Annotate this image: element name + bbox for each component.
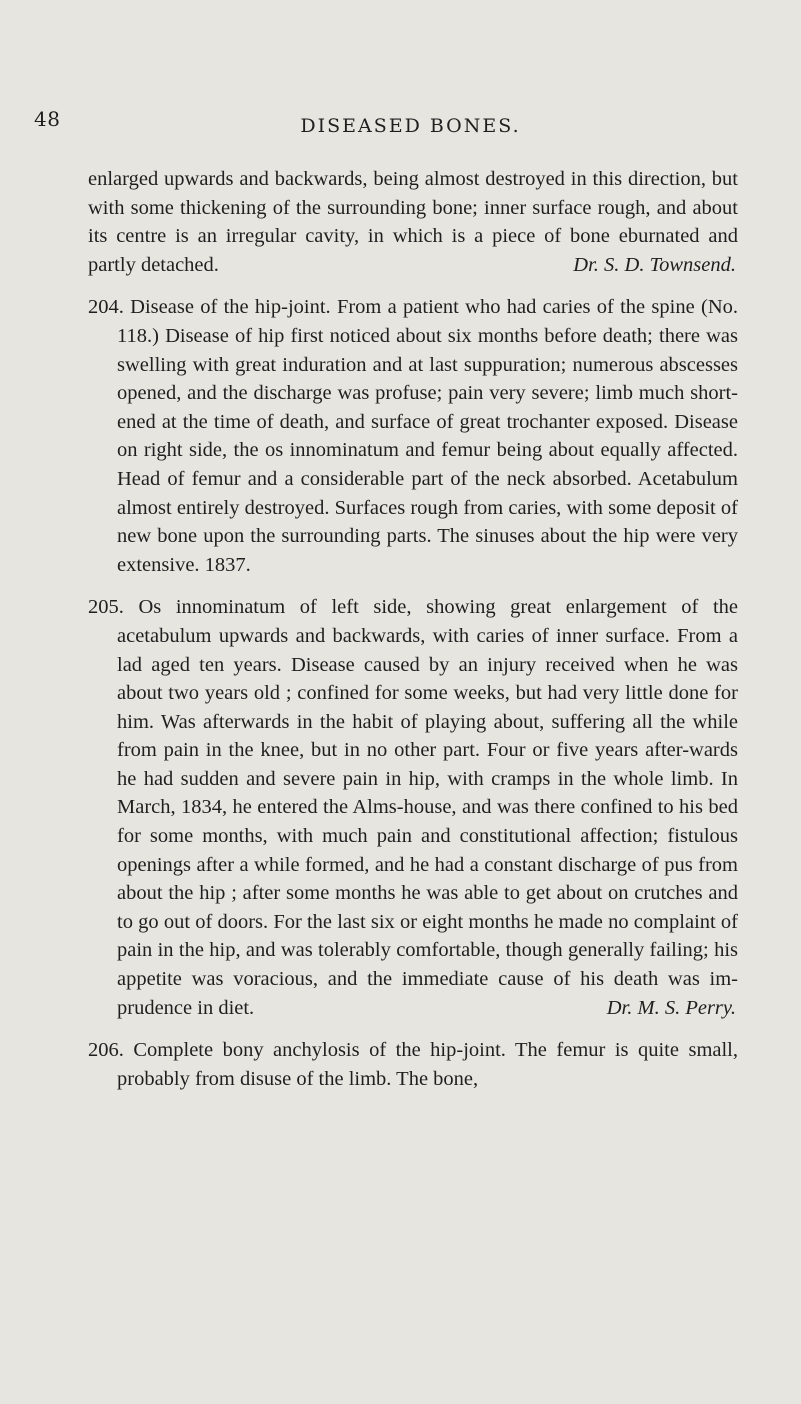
entry-number: 204. [88,296,124,319]
paragraph-text: Complete bony anchylosis of the hip-joint. The femur is quite small, probably from disuse of the limb. The bone, [117,1039,739,1090]
page-number: 48 [34,107,61,131]
paragraph-text: enlarged upwards and backwards, being almost destroyed in this direction, but with some thickening of the surrounding bone; inner surface rough, and about its centre is an irregular cavity, in which is a piece of bone eburnated and partly detached. [88,168,738,276]
paragraph-text: Os innominatum of left side, showing great enlargement of the acetabulum upwards and backwards, with caries of inner surface. From a lad aged ten years. Disease caused by an injury received when he was about two years old ; confined for some weeks, but had very little done for him. Was afterwards in the habit of playing about, suffering all the while from pain in the knee, but in no other part. Four or five years after-wards he had sudden and severe pain in hip, with cramps in the whole limb. In March, 1834, he entered the Alms-house, and was there confined to his bed for some months, with much pain and constitutional affection; fistulous openings after a while formed, and he had a constant discharge of pus from about the hip ; after some months he was able to get about on crutches and to go out of doors. For the last six or eight months he made no complaint of pain in the hip, and was tolerably comfortable, though generally failing; his appetite was voracious, and the immediate cause of his death was im-prudence in diet. [117,596,738,1019]
body-text [88,165,738,1093]
attribution: Dr. M. S. Perry. [606,996,736,1019]
running-head: DISEASED BONES. [300,115,521,137]
entry-205 [88,593,738,1022]
paragraph-continuation [88,165,738,279]
entry-number: 205. [88,596,124,619]
entry-204 [88,293,738,579]
paragraph-text: Disease of the hip-joint. From a patient who had caries of the spine (No. 118.) Disease of hip first noticed about six months before death; there was swelling with great induration and at last suppuration; numerous abscesses opened, and the discharge was profuse; pain very severe; limb much short-ened at the time of death, and surface of great trochanter exposed. Disease on right side, the os innominatum and femur being about equally affected. Head of femur and a considerable part of the neck absorbed. Acetabulum almost entirely destroyed. Surfaces rough from caries, with some deposit of new bone upon the surrounding parts. The sinuses about the hip were very extensive. 1837. [117,296,739,576]
entry-206 [88,1036,738,1093]
entry-number: 206. [88,1039,124,1062]
attribution: Dr. S. D. Townsend. [573,253,736,276]
